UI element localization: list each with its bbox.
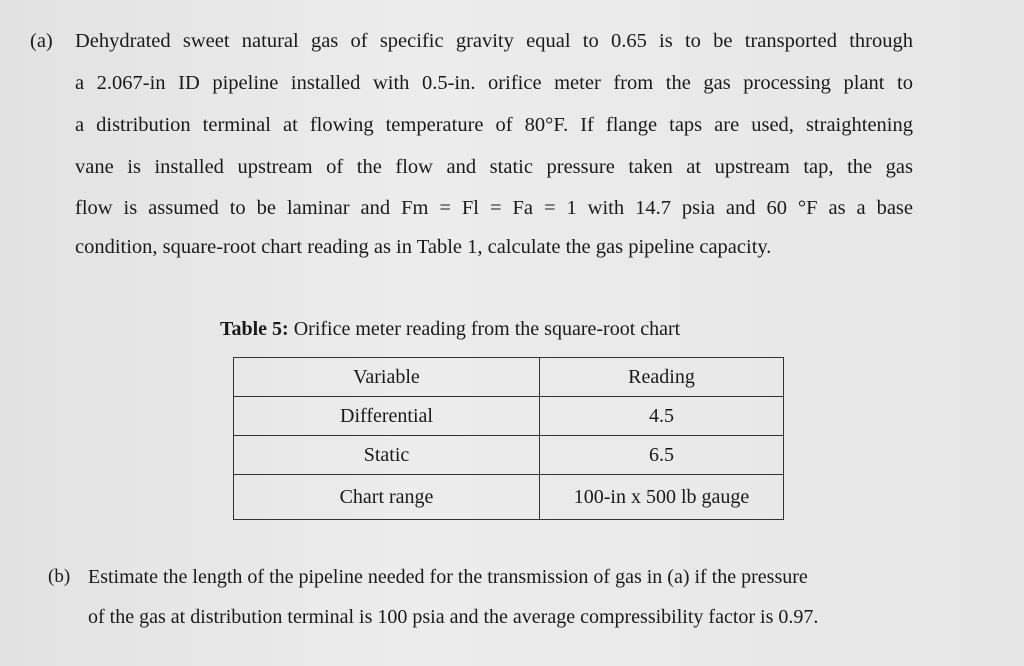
orifice-reading-table (233, 357, 784, 520)
cell-variable: Chart range (234, 475, 540, 520)
table-caption (220, 318, 680, 341)
part-b-label: (b) (48, 566, 71, 587)
table-caption-text: Orifice meter reading from the square-root chart (288, 318, 681, 340)
cell-variable: Static (234, 436, 540, 475)
cell-variable: Differential (234, 397, 540, 436)
part-a-line: a 2.067-in ID pipeline installed with 0.5-in. orifice meter from the gas processing plant to (75, 72, 913, 94)
table-row (234, 475, 784, 520)
table-row (234, 436, 784, 475)
part-a-line: condition, square-root chart reading as in Table 1, calculate the gas pipeline capacity. (75, 236, 772, 258)
header-reading: Reading (540, 358, 784, 397)
cell-reading: 6.5 (540, 436, 784, 475)
table-header-row (234, 358, 784, 397)
part-a-line: a distribution terminal at flowing temperature of 80°F. If flange taps are used, straightening (75, 114, 913, 136)
part-a-line: flow is assumed to be laminar and Fm = Fl = Fa = 1 with 14.7 psia and 60 °F as a base (75, 197, 913, 219)
cell-reading: 100-in x 500 lb gauge (540, 475, 784, 520)
cell-reading: 4.5 (540, 397, 784, 436)
part-b-line: of the gas at distribution terminal is 100 psia and the average compressibility factor is 0.97. (88, 606, 819, 628)
header-variable: Variable (234, 358, 540, 397)
table-row (234, 397, 784, 436)
table-caption-number: Table 5: (220, 318, 289, 340)
part-b-line: Estimate the length of the pipeline needed for the transmission of gas in (a) if the pressure (88, 566, 808, 588)
part-a-label: (a) (30, 30, 53, 52)
part-a-line: vane is installed upstream of the flow and static pressure taken at upstream tap, the gas (75, 156, 913, 178)
part-a-line: Dehydrated sweet natural gas of specific gravity equal to 0.65 is to be transported through (75, 30, 913, 52)
